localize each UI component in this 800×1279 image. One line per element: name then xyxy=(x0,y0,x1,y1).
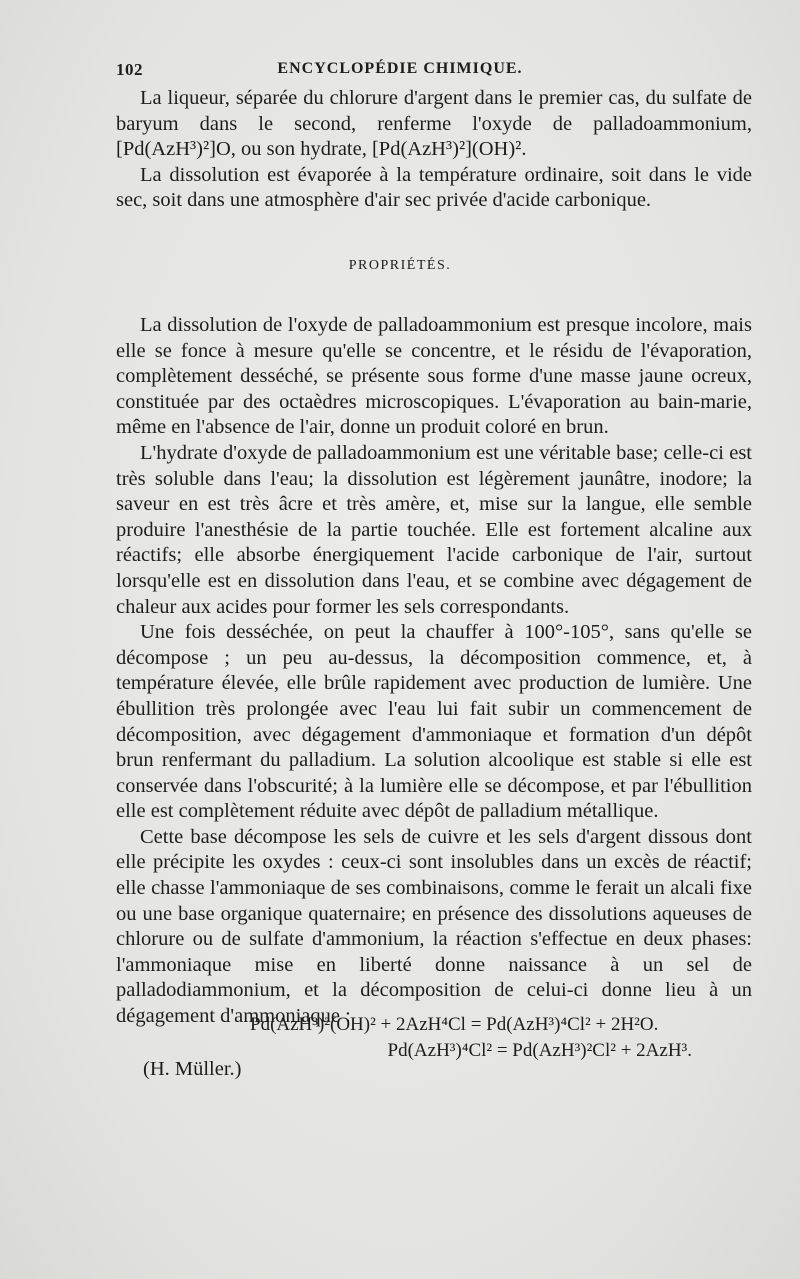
equation: Pd(AzH³)²(OH)² + 2AzH⁴Cl = Pd(AzH³)⁴Cl² + 2H²O. xyxy=(250,1014,659,1035)
body-paragraph: Une fois desséchée, on peut la chauffer à 100°-105°, sans qu'elle se décompose ; un peu au-dessus, la décomposition commence, et, à température élevée, elle brûle rapidement avec production de lumière. Une ébullition très prolongée avec l'eau lui fait subir un commencement de décomposition, avec dégagement d'ammoniaque et formation d'un dépôt brun renfermant du palladium. La solution alcoolique est stable si elle est conservée dans l'obscurité; à la lumière elle se décompose, et par l'ébullition elle est complètement réduite avec dépôt de palladium métallique. xyxy=(116,621,752,823)
body-paragraph: La dissolution de l'oxyde de palladoammonium est presque incolore, mais elle se fonce à mesure qu'elle se concentre, et le résidu de l'évaporation, complètement desséché, se présente sous forme d'une masse jaune ocreux, constituée par des octaèdres microscopiques. L'évaporation au bain-marie, même en l'absence de l'air, donne un produit coloré en brun. xyxy=(116,314,752,439)
section-title: PROPRIÉTÉS. xyxy=(348,258,452,273)
intro-paragraph: La dissolution est évaporée à la température ordinaire, soit dans le vide sec, soit dans une atmosphère d'air sec privée d'acide carbonique. xyxy=(116,163,752,212)
body-text xyxy=(116,313,752,1030)
body-paragraph: L'hydrate d'oxyde de palladoammonium est une véritable base; celle-ci est très soluble dans l'eau; la dissolution est légèrement jaunâtre, inodore; la saveur en est très âcre et très amère, et, mise sur la langue, elle semble produire l'anesthésie de la partie touchée. Elle est fortement alcaline aux réactifs; elle absorbe énergiquement l'acide carbonique de l'air, surtout lorsqu'elle est en dissolution dans l'eau, et se combine avec dégagement de chaleur aux acides pour former les sels correspondants. xyxy=(116,441,752,618)
author-credit: (H. Müller.) xyxy=(143,1058,242,1080)
body-paragraph: Cette base décompose les sels de cuivre et les sels d'argent dissous dont elle précipite les oxydes : ceux-ci sont insolubles dans un excès de réactif; elle chasse l'ammoniaque de ses combinaisons, comme le ferait un alcali fixe ou une base organique quaternaire; en présence des dissolutions aqueuses de chlorure ou de sulfate d'ammonium, la réaction s'effectue en deux phases: l'ammoniaque mise en liberté donne naissance à un sel de palladodiammonium, et la décomposition de celui-ci donne lieu à un dégagement d'ammoniaque : xyxy=(116,825,752,1028)
running-title: ENCYCLOPÉDIE CHIMIQUE. xyxy=(277,60,523,77)
equation: Pd(AzH³)⁴Cl² = Pd(AzH³)²Cl² + 2AzH³. xyxy=(387,1040,692,1061)
equations xyxy=(250,1012,700,1064)
intro-text xyxy=(116,86,752,214)
intro-paragraph: La liqueur, séparée du chlorure d'argent dans le premier cas, du sulfate de baryum dans le second, renferme l'oxyde de palladoammonium, [Pd(AzH³)²]O, ou son hydrate, [Pd(AzH³)²](OH)². xyxy=(116,87,752,161)
page-number: 102 xyxy=(116,60,143,79)
